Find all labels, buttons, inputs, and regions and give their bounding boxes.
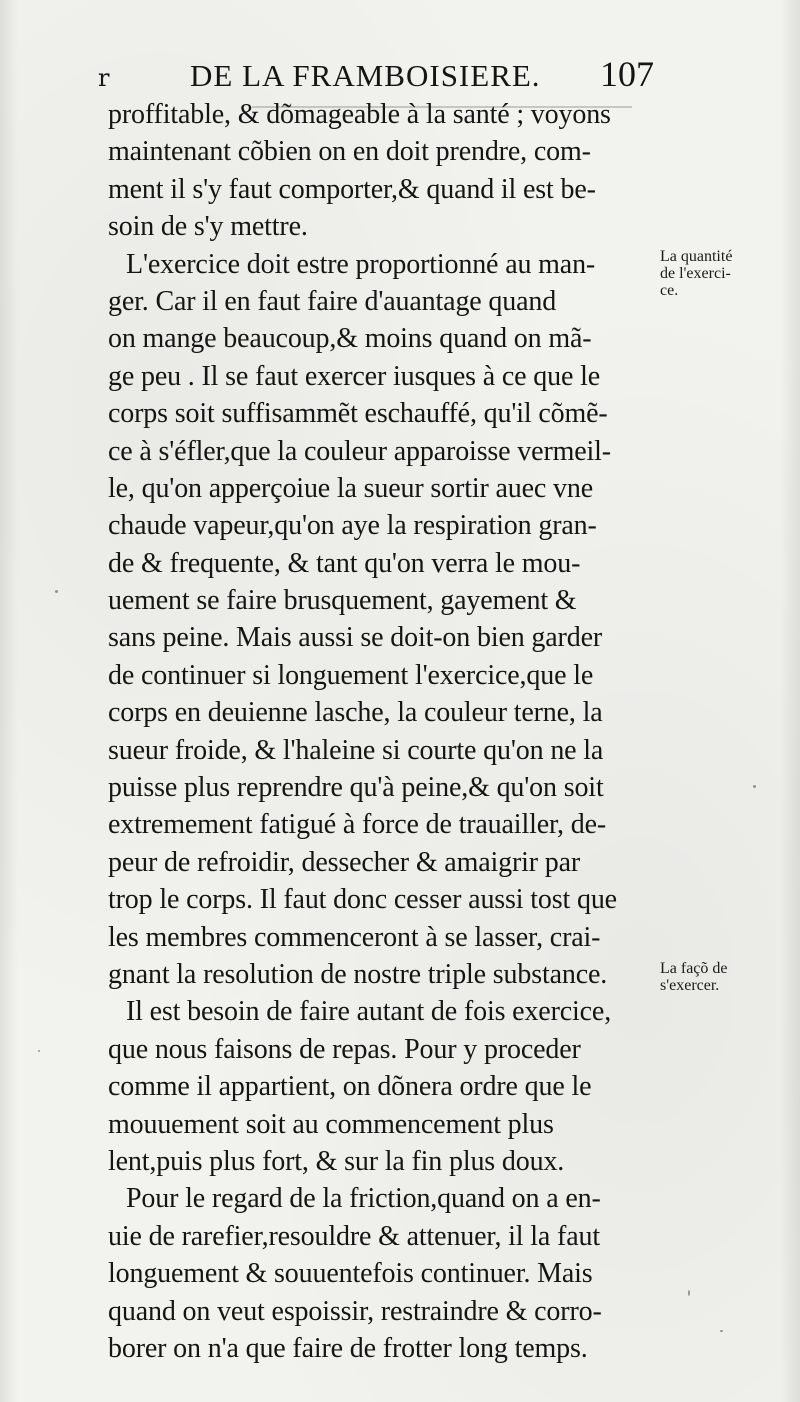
text-line: de & frequente, & tant qu'on verra le mou- xyxy=(108,547,581,579)
text-line: mouuement soit au commencement plus xyxy=(108,1108,554,1140)
text-line: uement se faire brusquement, gayement & xyxy=(108,585,577,617)
text-line: comme il appartient, on dõnera ordre que le xyxy=(108,1071,592,1103)
text-line: soin de s'y mettre. xyxy=(108,211,308,243)
margin-note-line: de l'exerci- xyxy=(660,265,731,282)
text-line: borer on n'a que faire de frotter long temps. xyxy=(108,1332,588,1364)
paper-speck xyxy=(55,590,58,593)
text-line: Pour le regard de la friction,quand on a en- xyxy=(126,1183,601,1215)
header-mark: r xyxy=(98,64,110,92)
text-line: L'exercice doit estre proportionné au man- xyxy=(126,248,596,280)
text-line: quand on veut espoissir, restraindre & corro- xyxy=(108,1295,602,1327)
text-line: on mange beaucoup,& moins quand on mã- xyxy=(108,323,592,355)
text-line: le, qu'on apperçoiue la sueur sortir auec vne xyxy=(108,472,593,504)
text-line: proffitable, & dõmageable à la santé ; voyons xyxy=(108,99,611,130)
margin-note-line: La façõ de xyxy=(660,960,728,977)
text-line: extremement fatigué à force de trauailler, de- xyxy=(108,809,607,841)
text-line: ger. Car il en faut faire d'auantage quand xyxy=(108,285,557,317)
margin-note-line: ce. xyxy=(660,282,679,299)
text-line: puisse plus reprendre qu'à peine,& qu'on soit xyxy=(108,772,604,804)
text-line: maintenant cõbien on en doit prendre, com- xyxy=(108,136,591,168)
text-line: trop le corps. Il faut donc cesser aussi tost que xyxy=(108,884,617,916)
main-text-block xyxy=(108,96,660,1367)
text-line: peur de refroidir, dessecher & amaigrir par xyxy=(108,846,581,878)
paper-speck xyxy=(720,1330,723,1332)
text-line: ge peu . Il se faut exercer iusques à ce que le xyxy=(108,360,601,392)
text-line: que nous faisons de repas. Pour y proceder xyxy=(108,1033,581,1065)
page-header xyxy=(98,52,668,100)
text-line: de continuer si longuement l'exercice,que le xyxy=(108,659,594,691)
text-line: Il est besoin de faire autant de fois exercice, xyxy=(126,996,612,1028)
text-line: uie de rarefier,resouldre & attenuer, il la faut xyxy=(108,1220,600,1252)
paper-speck xyxy=(688,1290,690,1296)
text-line: ment il s'y faut comporter,& quand il est be- xyxy=(108,173,596,205)
text-line: gnant la resolution de nostre triple substance. xyxy=(108,958,608,990)
text-line: ce à s'éfler,que la couleur apparoisse vermeil- xyxy=(108,435,611,467)
text-line: chaude vapeur,qu'on aye la respiration gran- xyxy=(108,510,597,542)
paper-speck xyxy=(38,1050,40,1052)
text-line: corps soit suffisammẽt eschauffé, qu'il cõmẽ- xyxy=(108,398,608,430)
running-head: DE LA FRAMBOISIERE. xyxy=(190,58,541,93)
margin-note-line: s'exercer. xyxy=(660,977,720,994)
text-line: lent,puis plus fort, & sur la fin plus doux. xyxy=(108,1145,565,1177)
text-line: corps en deuienne lasche, la couleur terne, la xyxy=(108,697,603,729)
margin-note-method xyxy=(660,960,780,994)
page-number: 107 xyxy=(600,54,654,94)
paper-speck xyxy=(753,785,756,788)
text-line: sans peine. Mais aussi se doit-on bien garder xyxy=(108,622,603,654)
margin-note-quantity xyxy=(660,248,780,299)
margin-note-line: La quantité xyxy=(660,248,733,265)
text-line: les membres commenceront à se lasser, crai- xyxy=(108,921,601,953)
text-line: longuement & souuentefois continuer. Mais xyxy=(108,1258,593,1290)
text-line: sueur froide, & l'haleine si courte qu'on ne la xyxy=(108,734,604,766)
